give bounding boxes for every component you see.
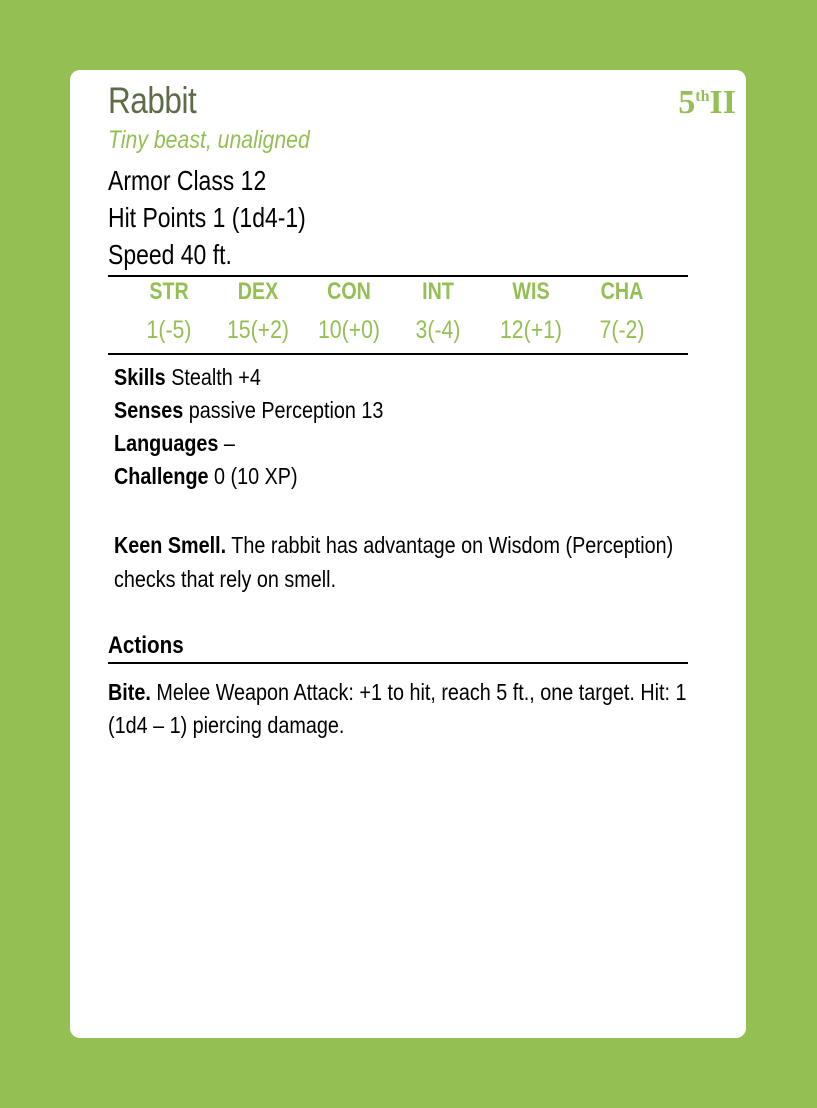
divider-top (108, 275, 688, 277)
core-stats (108, 162, 306, 273)
ability-value: 3(-4) (415, 316, 461, 344)
ability-con (304, 278, 394, 345)
edition-suffix: II (709, 84, 736, 121)
ability-label: INT (422, 278, 454, 305)
action-name: Bite. (108, 679, 151, 705)
skills-line (114, 361, 383, 394)
senses-line (114, 394, 383, 427)
ability-label: STR (149, 278, 189, 305)
challenge-label: Challenge (114, 463, 209, 489)
ability-str (124, 278, 214, 345)
action-bite (108, 676, 693, 742)
edition-number: 5 (678, 84, 696, 121)
senses-value: passive Perception 13 (183, 397, 384, 423)
ability-cha (577, 278, 667, 345)
hit-points: Hit Points 1 (1d4-1) (108, 202, 306, 233)
actions-heading: Actions (108, 632, 184, 659)
trait-keen-smell (114, 528, 707, 596)
edition-badge (678, 84, 736, 122)
ability-int (393, 278, 483, 345)
ability-label: CHA (600, 278, 644, 305)
ability-value: 7(-2) (599, 316, 645, 344)
languages-label: Languages (114, 430, 219, 456)
languages-line (114, 427, 383, 460)
ability-wis (486, 278, 576, 345)
senses-label: Senses (114, 397, 184, 423)
skills-label: Skills (114, 364, 166, 390)
ability-value: 12(+1) (499, 316, 563, 344)
trait-name: Keen Smell. (114, 532, 227, 558)
creature-type: Tiny beast, unaligned (108, 126, 310, 154)
divider-bottom (108, 353, 688, 355)
ability-value: 15(+2) (226, 316, 290, 344)
languages-value: – (218, 430, 235, 456)
ability-label: CON (327, 278, 371, 305)
armor-class: Armor Class 12 (108, 165, 267, 196)
trait-text: The rabbit has advantage on Wisdom (Perception) checks that rely on smell. (114, 532, 674, 592)
creature-name: Rabbit (108, 80, 197, 121)
challenge-value: 0 (10 XP) (208, 463, 298, 489)
ability-value: 1(-5) (146, 316, 192, 344)
divider-actions (108, 662, 688, 664)
creature-details (114, 361, 383, 493)
ability-dex (213, 278, 303, 345)
speed: Speed 40 ft. (108, 239, 232, 270)
challenge-line (114, 460, 383, 493)
ability-value: 10(+0) (317, 316, 381, 344)
action-text: Melee Weapon Attack: +1 to hit, reach 5 ft., one target. Hit: 1 (1d4 – 1) piercing damage. (108, 679, 687, 738)
ability-label: DEX (237, 278, 279, 305)
skills-value: Stealth +4 (165, 364, 261, 390)
edition-ordinal: th (695, 88, 710, 105)
stat-block-card (70, 70, 746, 1038)
ability-label: WIS (512, 278, 550, 305)
